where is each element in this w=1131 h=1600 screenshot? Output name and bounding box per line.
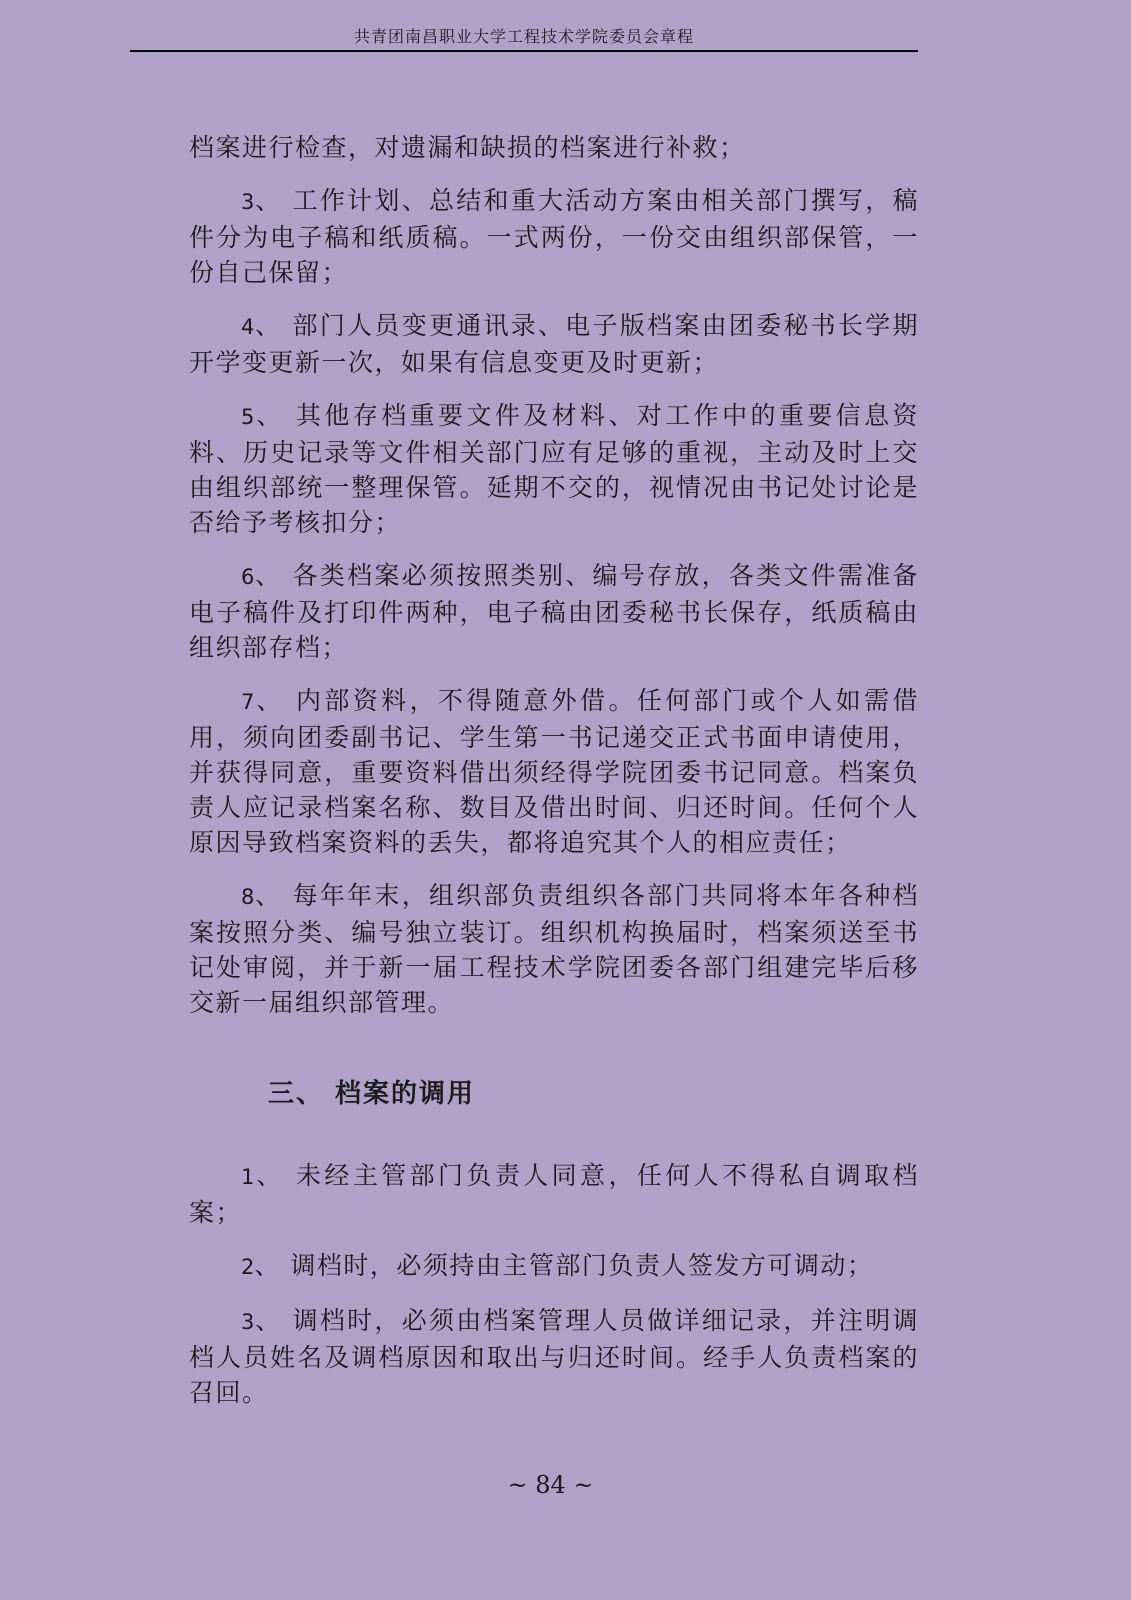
section-2-body [189,130,919,1038]
running-header: 共青团南昌职业大学工程技术学院委员会章程 [353,27,694,46]
item-number: 8 [241,885,255,909]
item-text: 其他存档重要文件及材料、对工作中的重要信息资料、历史记录等文件相关部门应有足够的重视，主动及时上交由组织部统一整理保管。延期不交的，视情况由书记处讨论是否给予考核扣分； [189,401,919,537]
item-number: 1 [241,1165,255,1189]
item-separator: 、 [254,561,293,590]
page-number: ~ 84 ~ [507,1471,594,1499]
item-text: 调档时，必须持由主管部门负责人签发方可调动； [290,1251,874,1280]
item-text: 每年年末，组织部负责组织各部门共同将本年各种档案按照分类、编号独立装订。组织机构换届时，档案须送至书记处审阅，并于新一届工程技术学院团委各部门组建完毕后移交新一届组织部管理。 [189,881,919,1017]
paragraph-continuation [189,130,919,165]
item-number: 3 [241,190,255,214]
list-item [189,878,919,1020]
item-separator: 、 [254,1251,291,1280]
item-text: 部门人员变更通讯录、电子版档案由团委秘书长学期开学变更新一次，如果有信息变更及时更新； [189,311,919,377]
item-text: 内部资料，不得随意外借。任何部门或个人如需借用，须向团委副书记、学生第一书记递交正式书面申请使用，并获得同意，重要资料借出须经得学院团委书记同意。档案负责人应记录档案名称、数目及借出时间、归还时间。任何个人原因导致档案资料的丢失，都将追究其个人的相应责任； [189,686,919,857]
paragraph-text: 档案进行检查，对遗漏和缺损的档案进行补救； [189,133,746,162]
list-item [189,683,919,860]
item-number: 2 [241,1255,255,1279]
list-item [189,398,919,540]
section-3-heading: 三、 档案的调用 [268,1079,476,1109]
list-item [189,1248,919,1285]
item-separator: 、 [254,311,293,340]
item-number: 3 [241,1310,255,1334]
item-number: 7 [241,690,255,714]
list-item [189,183,919,290]
item-number: 4 [241,315,255,339]
list-item [189,308,919,380]
item-separator: 、 [254,186,293,215]
item-separator: 、 [254,401,297,430]
section-3-body [189,1158,919,1428]
item-separator: 、 [254,881,293,910]
item-text: 工作计划、总结和重大活动方案由相关部门撰写，稿件分为电子稿和纸质稿。一式两份，一份交由组织部保管，一份自己保留； [189,186,919,287]
list-item [189,1303,919,1410]
item-text: 未经主管部门负责人同意，任何人不得私自调取档案； [189,1161,919,1227]
header-rule [130,50,918,52]
list-item [189,558,919,665]
item-separator: 、 [254,1161,297,1190]
item-separator: 、 [254,1306,293,1335]
item-text: 调档时，必须由档案管理人员做详细记录，并注明调档人员姓名及调档原因和取出与归还时间。经手人负责档案的召回。 [189,1306,919,1407]
list-item [189,1158,919,1230]
item-number: 5 [241,405,255,429]
item-number: 6 [241,565,255,589]
item-text: 各类档案必须按照类别、编号存放，各类文件需准备电子稿件及打印件两种，电子稿由团委秘书长保存，纸质稿由组织部存档； [189,561,919,662]
item-separator: 、 [254,686,297,715]
